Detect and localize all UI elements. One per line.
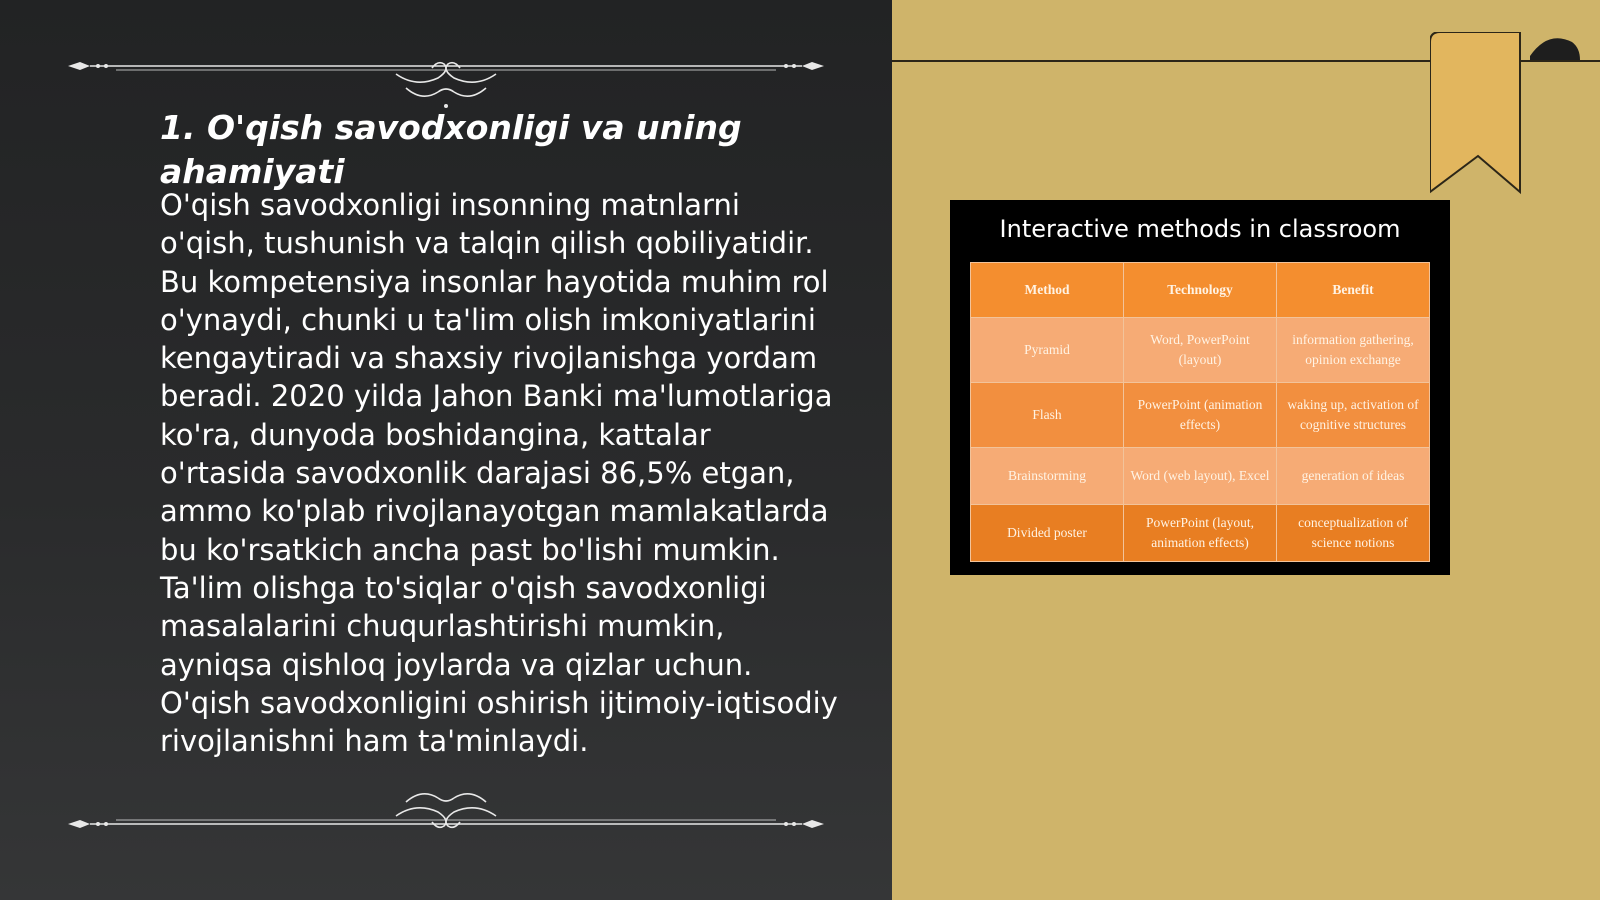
table-caption: Interactive methods in classroom [999,215,1401,243]
slide-body-text: O'qish savodxonligi insonning matnlarni o'qish, tushunish va talqin qilish qobiliyatidir. Bu kompetensiya insonlar hayotida muhim rol o'ynaydi, chunki u ta'lim olish imkoniyatlarini kengaytiradi va shaxsiy rivojlanishga yordam beradi. 2020 yilda Jahon Banki ma'lumotlariga ko'ra, dunyoda boshidangina, kattalar o'rtasida savodxonlik darajasi 86,5% etgan, ammo ko'plab rivojlanayotgan mamlakatlarda bu ko'rsatkich ancha past bo'lishi mumkin. Ta'lim olishga to'siqlar o'qish savodxonligi masalalarini chuqurlashtirishi mumkin, ayniqsa qishloq joylarda va qizlar uchun. O'qish savodxonligini oshirish ijtimoiy-iqtisodiy rivojlanishni ham ta'minlaydi. [160,188,838,759]
table-cell: Pyramid [971,318,1124,383]
table-cell: PowerPoint (layout, animation effects) [1124,505,1277,562]
table-row [971,383,1430,448]
table-cell: Divided poster [971,505,1124,562]
table-cell: Word (web layout), Excel [1124,448,1277,505]
table-row [971,505,1430,562]
slide-title: 1. O'qish savodxonligi va uning ahamiyati [160,108,742,191]
table-cell: Word, PowerPoint (layout) [1124,318,1277,383]
table-cell: PowerPoint (animation effects) [1124,383,1277,448]
table-cell: waking up, activation of cognitive structures [1277,383,1430,448]
table-cell: generation of ideas [1277,448,1430,505]
table-row [971,318,1430,383]
table-cell: Flash [971,383,1124,448]
bottom-ornament-divider-icon [66,780,826,840]
bookmark-ribbon-icon [1430,32,1600,202]
header-technology: Technology [1124,263,1277,318]
table-cell: information gathering, opinion exchange [1277,318,1430,383]
table-cell: conceptualization of science notions [1277,505,1430,562]
methods-table-figure [950,200,1450,575]
table-row [971,448,1430,505]
header-method: Method [971,263,1124,318]
table-cell: Brainstorming [971,448,1124,505]
table-header-row [971,263,1430,318]
top-ornament-divider-icon [66,48,826,108]
header-benefit: Benefit [1277,263,1430,318]
methods-table [970,262,1430,562]
